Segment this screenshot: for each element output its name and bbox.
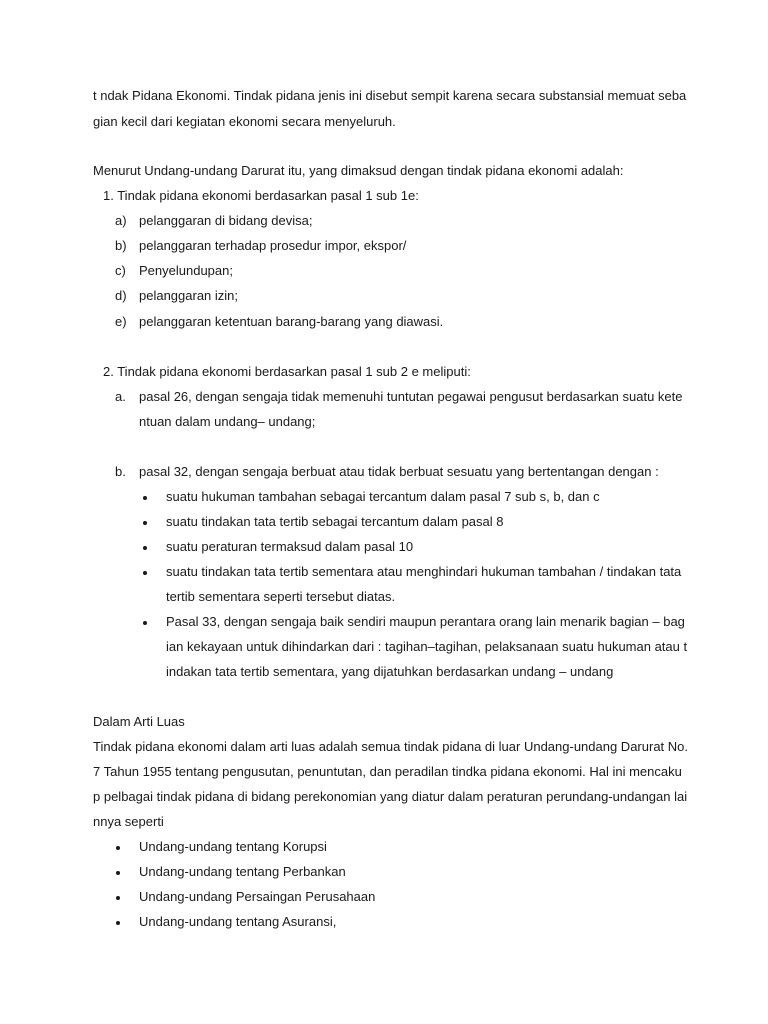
item-a-line-2: ntuan dalam undang– undang; — [139, 414, 316, 429]
list-item: Penyelundupan; — [139, 263, 233, 278]
broad-heading: Dalam Arti Luas — [93, 714, 185, 729]
law-item: Undang-undang tentang Perbankan — [139, 864, 346, 879]
bullet-icon — [143, 496, 147, 500]
bullet-icon — [116, 871, 120, 875]
bullet-icon — [143, 546, 147, 550]
list-marker: e) — [115, 314, 127, 329]
law-item: Undang-undang tentang Asuransi, — [139, 914, 337, 929]
bullet-icon — [116, 846, 120, 850]
definition-intro: Menurut Undang-undang Darurat itu, yang dimaksud dengan tindak pidana ekonomi adalah: — [93, 163, 624, 178]
sub-bullet-item: suatu tindakan tata tertib sementara atau menghindari hukuman tambahan / tindakan tata — [166, 564, 682, 579]
list-marker: b) — [115, 238, 127, 253]
list-marker: c) — [115, 263, 126, 278]
bullet-icon — [143, 571, 147, 575]
sub-bullet-item-cont: ian kekayaan untuk dihindarkan dari : tagihan–tagihan, pelaksanaan suatu hukuman atau t — [166, 639, 688, 654]
list-item: pelanggaran di bidang devisa; — [139, 213, 313, 228]
list-marker: b. — [115, 464, 126, 479]
sub-bullet-item: suatu hukuman tambahan sebagai tercantum dalam pasal 7 sub s, b, dan c — [166, 489, 600, 504]
broad-paragraph-line: p pelbagai tindak pidana di bidang perekonomian yang diatur dalam peraturan perundang-undangan lai — [93, 789, 688, 804]
sub-bullet-item: suatu peraturan termaksud dalam pasal 10 — [166, 539, 414, 554]
list-marker: d) — [115, 288, 127, 303]
bullet-icon — [143, 621, 147, 625]
section-1-heading: 1. Tindak pidana ekonomi berdasarkan pasal 1 sub 1e: — [103, 188, 419, 203]
list-item: pelanggaran terhadap prosedur impor, ekspor/ — [139, 238, 407, 253]
sub-bullet-item: suatu tindakan tata tertib sebagai tercantum dalam pasal 8 — [166, 514, 504, 529]
section-2-heading: 2. Tindak pidana ekonomi berdasarkan pasal 1 sub 2 e meliputi: — [103, 364, 471, 379]
sub-bullet-item-cont: indakan tata tertib sementara, yang dijatuhkan berdasarkan undang – undang — [166, 664, 614, 679]
bullet-icon — [143, 521, 147, 525]
list-marker: a. — [115, 389, 126, 404]
intro-line-2: gian kecil dari kegiatan ekonomi secara menyeluruh. — [93, 114, 396, 129]
bullet-icon — [116, 896, 120, 900]
broad-paragraph-line: 7 Tahun 1955 tentang pengusutan, penuntutan, dan peradilan tindka pidana ekonomi. Hal ini mencaku — [93, 764, 682, 779]
list-marker: a) — [115, 213, 127, 228]
law-item: Undang-undang tentang Korupsi — [139, 839, 327, 854]
law-item: Undang-undang Persaingan Perusahaan — [139, 889, 376, 904]
sub-bullet-item: Pasal 33, dengan sengaja baik sendiri maupun perantara orang lain menarik bagian – bag — [166, 614, 685, 629]
list-item: pelanggaran izin; — [139, 288, 239, 303]
bullet-icon — [116, 921, 120, 925]
sub-bullet-item-cont: tertib sementara seperti tersebut diatas. — [166, 589, 396, 604]
item-b-text: pasal 32, dengan sengaja berbuat atau tidak berbuat sesuatu yang bertentangan dengan : — [139, 464, 659, 479]
item-a-line-1: pasal 26, dengan sengaja tidak memenuhi tuntutan pegawai pengusut berdasarkan suatu kete — [139, 389, 683, 404]
broad-paragraph-line: nnya seperti — [93, 814, 164, 829]
broad-paragraph-line: Tindak pidana ekonomi dalam arti luas adalah semua tindak pidana di luar Undang-undang Darurat No. — [93, 739, 688, 754]
intro-line-1: t ndak Pidana Ekonomi. Tindak pidana jenis ini disebut sempit karena secara substansial memuat seba — [93, 88, 687, 103]
list-item: pelanggaran ketentuan barang-barang yang diawasi. — [139, 314, 444, 329]
